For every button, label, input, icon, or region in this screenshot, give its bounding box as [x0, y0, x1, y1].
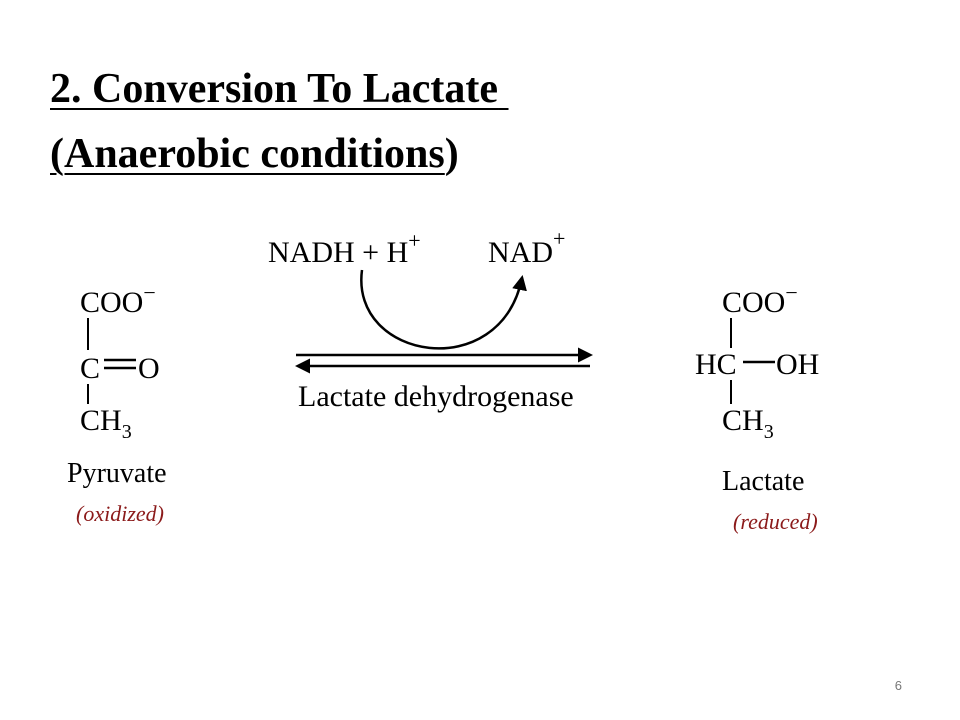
pyruvate-state: (oxidized) — [76, 501, 164, 526]
enzyme-label: Lactate dehydrogenase — [298, 380, 574, 413]
pyruvate-ch3: $CH_3$ — [80, 404, 132, 443]
title-text-1: 2. Conversion To Lactate — [50, 66, 499, 112]
lactate-state: (reduced) — [733, 509, 818, 534]
lactate-oh: OH — [776, 348, 820, 381]
pyruvate-structure — [80, 280, 160, 443]
lactate-hc: HC — [695, 348, 737, 381]
lactate-label: Lactate — [722, 466, 805, 497]
cofactor-curved-arrow — [361, 270, 522, 348]
title-text-2: (Anaerobic conditions — [50, 131, 445, 177]
nadh-label: NADH + H+ — [268, 228, 421, 269]
pyruvate-coo: COO− — [80, 280, 156, 319]
lactate-coo: COO− — [722, 280, 798, 319]
lactate-structure — [695, 280, 819, 443]
nad-label: NAD+ — [488, 226, 566, 269]
pyruvate-label: Pyruvate — [67, 458, 167, 489]
page-number: 6 — [894, 678, 902, 693]
pyruvate-carbon: C — [80, 352, 101, 385]
title-text-2-end: ) — [444, 131, 459, 177]
lactate-ch3: $CH_3$ — [722, 404, 774, 443]
pyruvate-oxygen: O — [138, 352, 160, 385]
